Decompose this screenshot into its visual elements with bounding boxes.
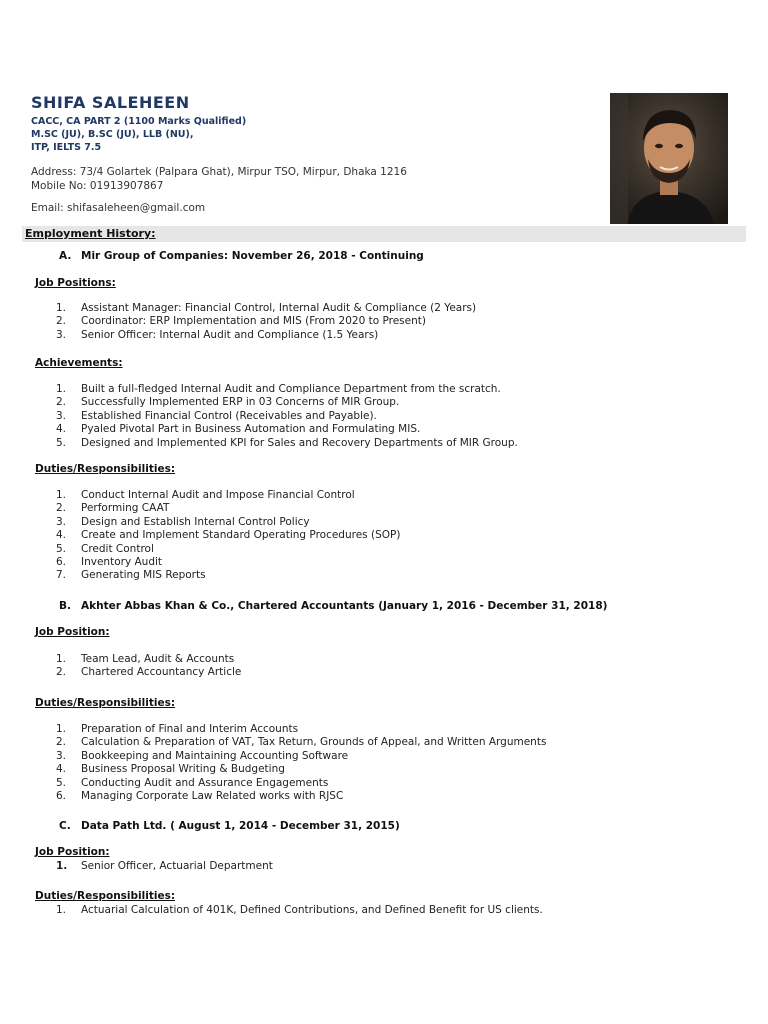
duties-list: [56, 489, 400, 583]
list-item: 2. Coordinator: ERP Implementation and MIS (From 2020 to Present): [56, 315, 426, 328]
company-title: Mir Group of Companies: November 26, 2018 - Continuing: [81, 250, 424, 262]
duties-list: [56, 904, 543, 917]
list-item: 4. Create and Implement Standard Operating Procedures (SOP): [56, 529, 401, 542]
list-item: 2. Performing CAAT: [56, 502, 170, 515]
list-item: 4. Business Proposal Writing & Budgeting: [56, 763, 285, 776]
list-item: 5. Conducting Audit and Assurance Engagements: [56, 776, 329, 789]
company-letter: C.: [59, 820, 71, 832]
list-item: 3. Design and Establish Internal Control Policy: [56, 515, 310, 528]
list-item: 1. Senior Officer, Actuarial Department: [56, 860, 273, 872]
company-heading: [59, 820, 400, 832]
list-item: 6. Inventory Audit: [56, 555, 163, 568]
duties-heading: Duties/Responsibilities:: [35, 890, 176, 902]
company-title: Akhter Abbas Khan & Co., Chartered Accountants (January 1, 2016 - December 31, 2018): [81, 600, 608, 612]
list-item: 3. Bookkeeping and Maintaining Accounting Software: [56, 749, 349, 762]
company-letter: B.: [59, 600, 71, 612]
address: Address: 73/4 Golartek (Palpara Ghat), Mirpur TSO, Mirpur, Dhaka 1216: [31, 166, 407, 178]
duties-list: [56, 723, 546, 803]
profile-photo: [610, 93, 728, 224]
duties-heading: Duties/Responsibilities:: [35, 697, 176, 709]
list-item: 7. Generating MIS Reports: [56, 569, 206, 582]
mobile-number: Mobile No: 01913907867: [31, 180, 164, 192]
positions-list: [56, 860, 273, 873]
qualification-line: ITP, IELTS 7.5: [31, 142, 102, 153]
list-item: 1. Actuarial Calculation of 401K, Defined Contributions, and Defined Benefit for US clients.: [56, 904, 543, 916]
company-letter: A.: [59, 250, 72, 262]
positions-heading: Job Position:: [35, 626, 110, 638]
candidate-name: SHIFA SALEHEEN: [31, 93, 190, 112]
list-item: 6. Managing Corporate Law Related works with RJSC: [56, 789, 344, 802]
achievements-heading: Achievements:: [35, 357, 123, 369]
duties-heading: Duties/Responsibilities:: [35, 463, 176, 475]
qualification-line: CACC, CA PART 2 (1100 Marks Qualified): [31, 116, 247, 127]
portrait-image: [610, 93, 728, 224]
list-item: 2. Successfully Implemented ERP in 03 Concerns of MIR Group.: [56, 396, 400, 409]
list-item: 1. Preparation of Final and Interim Accounts: [56, 723, 299, 735]
list-item: 1. Assistant Manager: Financial Control, Internal Audit & Compliance (2 Years): [56, 302, 477, 314]
list-item: 5. Designed and Implemented KPI for Sales and Recovery Departments of MIR Group.: [56, 436, 518, 449]
list-item: 4. Pyaled Pivotal Part in Business Automation and Formulating MIS.: [56, 423, 421, 436]
qualification-line: M.SC (JU), B.SC (JU), LLB (NU),: [31, 129, 194, 140]
list-item: 3. Established Financial Control (Receivables and Payable).: [56, 409, 377, 422]
positions-heading: Job Positions:: [35, 277, 116, 289]
list-item: 3. Senior Officer: Internal Audit and Compliance (1.5 Years): [56, 328, 379, 341]
section-title-employment: Employment History:: [25, 227, 156, 240]
achievements-list: [56, 383, 518, 450]
positions-list: [56, 653, 241, 680]
positions-list: [56, 302, 476, 342]
list-item: 5. Credit Control: [56, 542, 154, 555]
positions-heading: Job Position:: [35, 846, 110, 858]
list-item: 2. Calculation & Preparation of VAT, Tax Return, Grounds of Appeal, and Written Arguments: [56, 736, 547, 749]
company-heading: [59, 600, 607, 612]
list-item: 1. Conduct Internal Audit and Impose Financial Control: [56, 489, 355, 501]
email-address: Email: shifasaleheen@gmail.com: [31, 202, 206, 214]
list-item: 2. Chartered Accountancy Article: [56, 666, 242, 679]
list-item: 1. Built a full-fledged Internal Audit and Compliance Department from the scratch.: [56, 383, 501, 395]
company-title: Data Path Ltd. ( August 1, 2014 - December 31, 2015): [81, 820, 400, 832]
company-heading: [59, 250, 424, 262]
list-item: 1. Team Lead, Audit & Accounts: [56, 653, 235, 665]
